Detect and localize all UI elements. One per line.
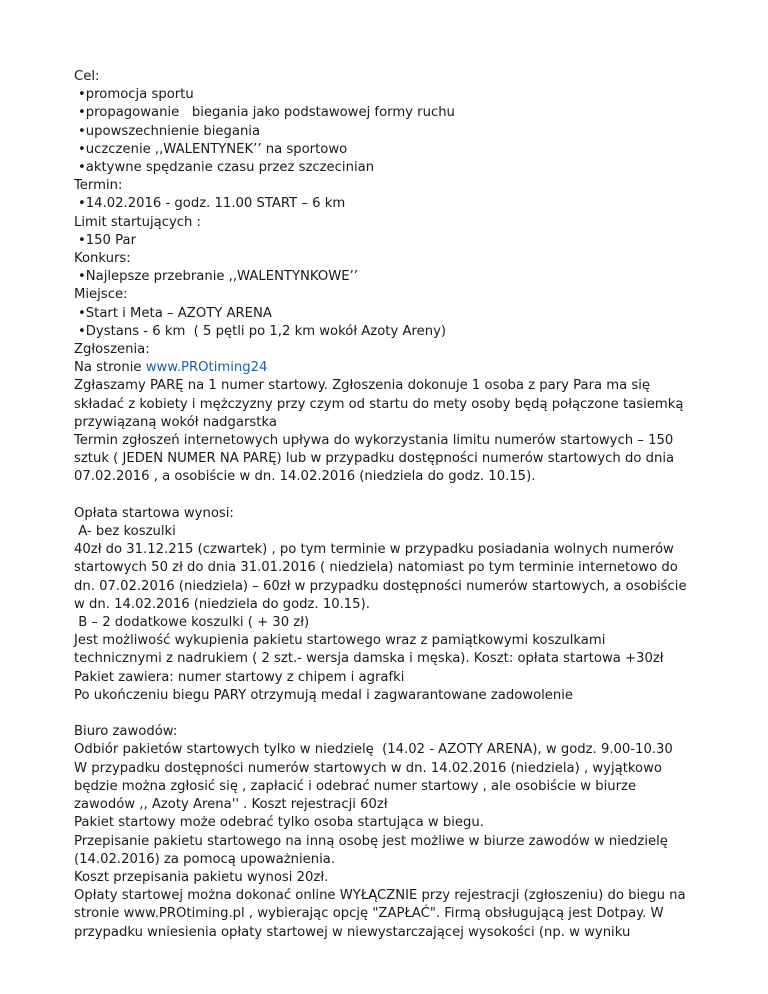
miejsce-item: •Dystans - 6 km ( 5 pętli po 1,2 km wokół Azoty Areny) — [78, 323, 447, 339]
na-stronie-line — [74, 359, 694, 377]
cel-heading: Cel: — [74, 69, 100, 84]
cel-item: •aktywne spędzanie czasu przez szczecinian — [78, 160, 375, 176]
oplata-heading: Opłata startowa wynosi: — [74, 505, 234, 521]
spacer — [74, 487, 694, 505]
biuro-text: Odbiór pakietów startowych tylko w niedzielę (14.02 - AZOTY ARENA), w godz. 9.00-10.30 — [74, 742, 673, 758]
spacer — [74, 705, 694, 723]
biuro-text: Przepisanie pakietu startowego na inną osobę jest możliwe w biurze zawodów w niedzielę (14.02.2016) za pomocą upoważnienia. — [74, 833, 668, 867]
medal-text: Po ukończeniu biegu PARY otrzymują medal i zagwarantowane zadowolenie — [74, 687, 574, 703]
oplata-b-text: Jest możliwość wykupienia pakietu startowego wraz z pamiątkowymi koszulkami technicznymi z nadrukiem ( 2 szt.- wersja damska i męska). Koszt: opłata startowa +30zł — [74, 633, 664, 667]
limit-item: •150 Par — [78, 232, 137, 248]
termin-item: •14.02.2016 - godz. 11.00 START – 6 km — [78, 196, 346, 212]
zgloszenia-paragraph: Termin zgłoszeń internetowych upływa do wykorzystania limitu numerów startowych – 150 sztuk ( JEDEN NUMER NA PARĘ) lub w przypadku dostępności numerów startowych do dnia 07.02.2016 , a osobiście w dn. 14.02.2016 (niedziela do godz. 10.15). — [74, 433, 675, 485]
konkurs-heading: Konkurs: — [74, 251, 131, 267]
oplata-a-text: 40zł do 31.12.215 (czwartek) , po tym terminie w przypadku posiadania wolnych numerów startowych 50 zł do dnia 31.01.2016 ( niedziela) natomiast po tym terminie internetowo do dn. 07.02.2016 (niedziela) – 60zł w przypadku dostępności numerów startowych, a osobiście w dn. 14.02.2016 (niedziela do godz. 10.15). — [74, 542, 687, 612]
biuro-text: Koszt przepisania pakietu wynosi 20zł. — [74, 869, 329, 885]
miejsce-item: •Start i Meta – AZOTY ARENA — [78, 305, 272, 321]
oplata-option-a: A- bez koszulki — [74, 524, 176, 540]
konkurs-item: •Najlepsze przebranie ,,WALENTYNKOWE’’ — [78, 269, 358, 285]
termin-heading: Termin: — [74, 178, 123, 194]
miejsce-heading: Miejsce: — [74, 287, 128, 303]
protiming-link[interactable]: www.PROtiming24 — [145, 360, 268, 376]
biuro-text: Opłaty startowej można dokonać online WYŁĄCZNIE przy rejestracji (zgłoszeniu) do biegu na stronie www.PROtiming.pl , wybierając opcję "ZAPŁAĆ". Firmą obsługującą jest Dotpay. W przypadku wniesienia opłaty startowej w niewystarczającej wysokości (np. w wyniku — [74, 888, 686, 940]
zgloszenia-heading: Zgłoszenia: — [74, 342, 150, 358]
biuro-heading: Biuro zawodów: — [74, 724, 178, 740]
limit-heading: Limit startujących : — [74, 214, 202, 230]
zgloszenia-paragraph: Zgłaszamy PARĘ na 1 numer startowy. Zgłoszenia dokonuje 1 osoba z pary Para ma się składać z kobiety i mężczyzny przy czym od startu do mety osoby będą połączone tasiemką przywiązaną wokół nadgarstka — [74, 378, 684, 430]
na-stronie-prefix: Na stronie — [74, 360, 146, 376]
cel-item: •uczczenie ,,WALENTYNEK’’ na sportowo — [78, 141, 348, 157]
pakiet-text: Pakiet zawiera: numer startowy z chipem i agrafki — [74, 669, 405, 685]
biuro-text: W przypadku dostępności numerów startowych w dn. 14.02.2016 (niedziela) , wyjątkowo będzie można zgłosić się , zapłacić i odebrać numer startowy , ale osobiście w biurze zawodów ,, Azoty Arena'' . Koszt rejestracji 60zł — [74, 760, 662, 813]
cel-item: •propagowanie biegania jako podstawowej formy ruchu — [78, 105, 455, 121]
cel-item: •promocja sportu — [78, 87, 194, 103]
document-body — [74, 68, 694, 942]
cel-item: •upowszechnienie biegania — [78, 123, 261, 139]
biuro-text: Pakiet startowy może odebrać tylko osoba startująca w biegu. — [74, 815, 484, 831]
oplata-option-b: B – 2 dodatkowe koszulki ( + 30 zł) — [74, 615, 310, 631]
